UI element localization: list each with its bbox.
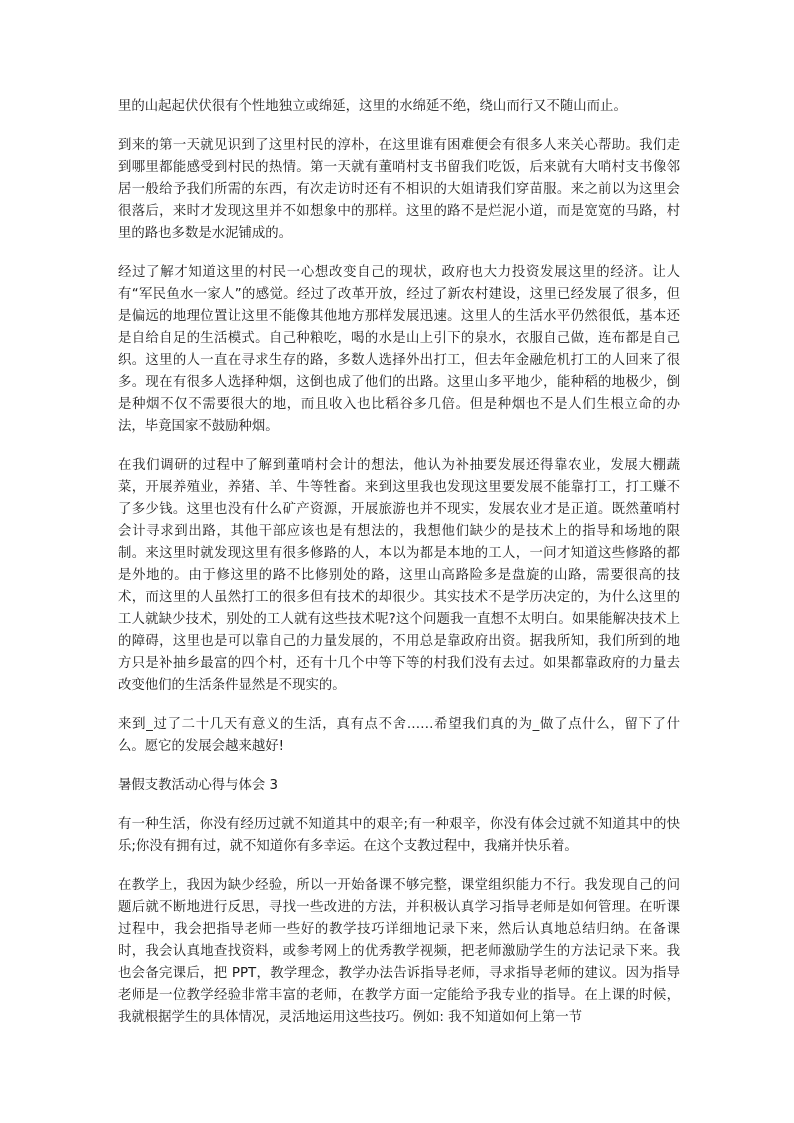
paragraph-farewell: 来到_过了二十几天有意义的生活，真有点不舍……希望我们真的为_做了点什么，留下了什么。愿它的发展会越来越好! <box>118 717 680 754</box>
paragraph-teaching: 在教学上，我因为缺少经验，所以一开始备课不够完整，课堂组织能力不行。我发现自己的问题后就不断地进行反思，寻找一些改进的方法，并积极认真学习指导老师是如何管理。在听课过程中，我会把指导老师一些好的教学技巧详细地记录下来，然后认真地总结归纳。在备课时，我会认真地查找资料，或参考网上的优秀教学视频，把老师激励学生的方法记录下来。我也会备完课后，把 PPT，教学理念，教学办法告诉指导老师，寻求指导老师的建议。因为指导老师是一位教学经验非常丰富的老师，在教学方面一定能给予我专业的指导。在上课的时候，我就根据学生的具体情况，灵活地运用这些技巧。例如: 我不知道如何上第一节 <box>118 878 680 1025</box>
section-heading: 暑假支教活动心得与体会 3 <box>118 778 279 793</box>
document-body <box>118 96 680 1046</box>
paragraph-village-economy: 经过了解才知道这里的村民一心想改变自己的现状，政府也大力投资发展这里的经济。让人有“军民鱼水一家人”的感觉。经过了改革开放，经过了新农村建设，这里已经发展了很多，但是偏远的地理位置让这里不能像其他地方那样发展迅速。这里人的生活水平仍然很低，基本还是自给自足的生活模式。自己种粮吃，喝的水是山上引下的泉水，衣服自己做，连布都是自己织。这里的人一直在寻求生存的路，多数人选择外出打工，但去年金融危机打工的人回来了很多。现在有很多人选择种烟，这倒也成了他们的出路。这里山多平地少，能种稻的地极少，倒是种烟不仅不需要很大的地，而且收入也比稻谷多几倍。但是种烟也不是人们生根立命的办法，毕竟国家不鼓励种烟。 <box>118 265 680 434</box>
paragraph-life-intro: 有一种生活，你没有经历过就不知道其中的艰辛;有一种艰辛，你没有体会过就不知道其中的快乐;你没有拥有过，就不知道你有多幸运。在这个支教过程中，我痛并快乐着。 <box>118 817 680 854</box>
paragraph-scenery: 里的山起起伏伏很有个性地独立或绵延，这里的水绵延不绝，绕山而行又不随山而止。 <box>118 99 627 114</box>
paragraph-research: 在我们调研的过程中了解到董哨村会计的想法，他认为补抽要发展还得靠农业，发展大棚蔬菜，开展养殖业，养猪、羊、牛等牲畜。来到这里我也发现这里要发展不能靠打工，打工赚不了多少钱。这里也没有什么矿产资源，开展旅游也并不现实，发展农业才是正道。既然董哨村会计寻求到出路，其他干部应该也是有想法的，我想他们缺少的是技术上的指导和场地的限制。来这里时就发现这里有很多修路的人，本以为都是本地的工人，一问才知道这些修路的都是外地的。由于修这里的路不比修别处的路，这里山高路险多是盘旋的山路，需要很高的技术，而这里的人虽然打工的很多但有技术的却很少。其实技术不是学历决定的，为什么这里的工人就缺少技术，别处的工人就有这些技术呢?这个问题我一直想不太明白。如果能解决技术上的障碍，这里也是可以靠自己的力量发展的，不用总是靠政府出资。据我所知，我们所到的地方只是补抽乡最富的四个村，还有十几个中等下等的村我们没有去过。如果都靠政府的力量去改变他们的生活条件显然是不现实的。 <box>118 458 680 693</box>
paragraph-first-day: 到来的第一天就见识到了这里村民的淳朴，在这里谁有困难便会有很多人来关心帮助。我们走到哪里都能感受到村民的热情。第一天就有董哨村支书留我们吃饭，后来就有大哨村支书像邻居一般给予我们所需的东西，有次走访时还有不相识的大姐请我们穿苗服。来之前以为这里会很落后，来时才发现这里并不如想象中的那样。这里的路不是烂泥小道，而是宽宽的马路，村里的路也多数是水泥铺成的。 <box>118 138 680 241</box>
